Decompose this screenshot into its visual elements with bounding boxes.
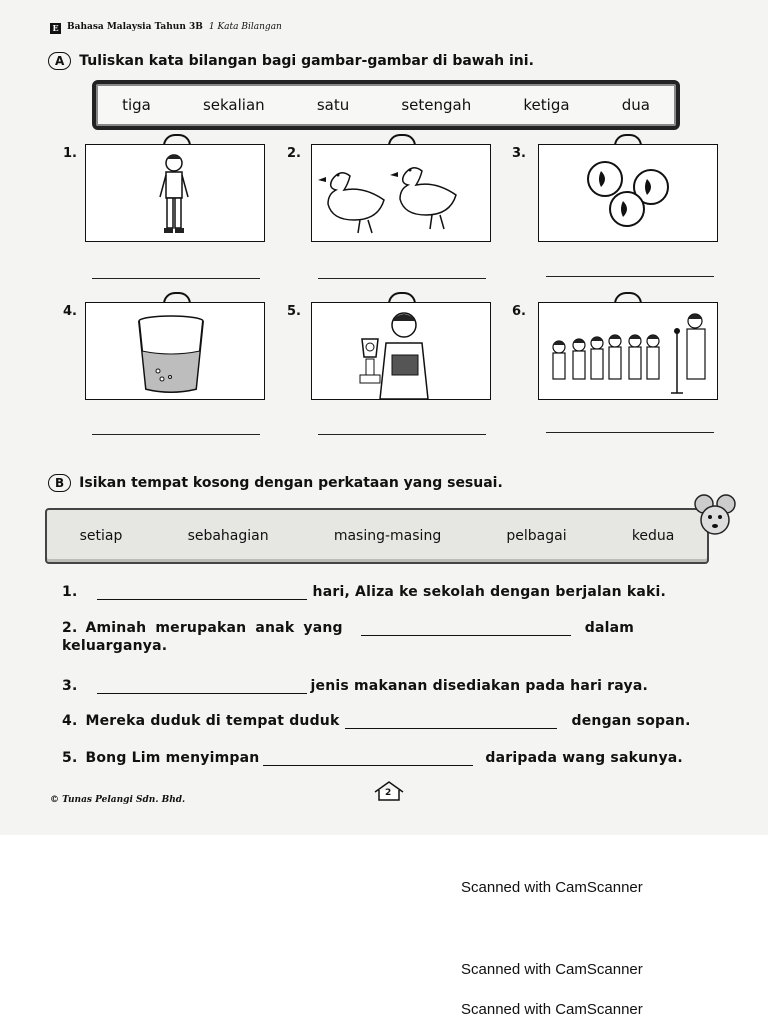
question-5 xyxy=(62,750,726,766)
question-text-after: dalam xyxy=(584,620,635,636)
answer-line[interactable] xyxy=(92,278,260,279)
mouse-icon xyxy=(690,494,738,544)
section-a-instruction: Tuliskan kata bilangan bagi gambar-gambar di bawah ini. xyxy=(79,53,534,69)
scan-watermark: Scanned with CamScanner xyxy=(461,961,643,978)
scan-watermark: Scanned with CamScanner xyxy=(461,1001,643,1018)
item-number: 6. xyxy=(512,304,526,319)
answer-line[interactable] xyxy=(318,278,486,279)
section-b-badge: B xyxy=(48,474,71,492)
question-number: 3. xyxy=(62,678,78,694)
answer-line[interactable] xyxy=(92,434,260,435)
section-a-badge: A xyxy=(48,52,71,70)
answer-blank[interactable] xyxy=(263,765,473,766)
word-bank-item: sebahagian xyxy=(187,528,269,544)
word-bank-item: kedua xyxy=(631,528,675,544)
section-b-heading xyxy=(48,472,503,492)
question-number: 4. xyxy=(62,713,78,729)
three-coins-icon xyxy=(539,145,717,241)
word-bank-item: masing-masing xyxy=(333,528,442,544)
question-text-before: Aminah merupakan anak yang xyxy=(85,620,343,636)
boy-holding-trophy-icon xyxy=(312,303,490,399)
question-text-after: hari, Aliza ke sekolah dengan berjalan kaki. xyxy=(312,584,667,600)
word-bank-item: setengah xyxy=(401,96,472,114)
picture-frame-6 xyxy=(538,302,718,400)
picture-frame-4 xyxy=(85,302,265,400)
question-text-after: dengan sopan. xyxy=(571,713,691,729)
answer-line[interactable] xyxy=(546,432,714,433)
children-at-assembly-icon xyxy=(539,303,717,399)
question-3 xyxy=(62,678,712,694)
word-bank-item: dua xyxy=(621,96,650,114)
answer-line[interactable] xyxy=(318,434,486,435)
item-number: 4. xyxy=(63,304,77,319)
question-text-after: daripada wang sakunya. xyxy=(485,750,683,766)
section-a-word-bank xyxy=(92,80,680,130)
answer-blank[interactable] xyxy=(345,728,557,729)
scan-watermark: Scanned with CamScanner xyxy=(461,879,643,896)
item-number: 5. xyxy=(287,304,301,319)
picture-frame-5 xyxy=(311,302,491,400)
picture-frame-3 xyxy=(538,144,718,242)
section-b-word-bank xyxy=(45,508,709,564)
section-a-heading xyxy=(48,50,534,70)
book-title: Bahasa Malaysia Tahun 3B xyxy=(67,22,203,32)
question-4 xyxy=(62,713,726,729)
question-text-after: jenis makanan disediakan pada hari raya. xyxy=(310,678,648,694)
word-bank-item: sekalian xyxy=(202,96,265,114)
picture-frame-2 xyxy=(311,144,491,242)
item-number: 3. xyxy=(512,146,526,161)
question-number: 5. xyxy=(62,750,78,766)
item-number: 2. xyxy=(287,146,301,161)
question-text-continuation: keluarganya. xyxy=(62,638,168,654)
publisher-logo: E xyxy=(50,23,61,34)
word-bank-item: satu xyxy=(316,96,350,114)
answer-blank[interactable] xyxy=(97,599,307,600)
word-bank-item: setiap xyxy=(79,528,123,544)
answer-blank[interactable] xyxy=(97,693,307,694)
question-number: 1. xyxy=(62,584,78,600)
section-b-instruction: Isikan tempat kosong dengan perkataan yang sesuai. xyxy=(79,475,503,491)
page-header xyxy=(50,22,282,34)
question-number: 2. xyxy=(62,620,78,636)
two-ducks-icon xyxy=(312,145,490,241)
half-glass-of-water-icon xyxy=(86,303,264,399)
item-number: 1. xyxy=(63,146,77,161)
picture-frame-1 xyxy=(85,144,265,242)
question-2 xyxy=(62,620,724,654)
publisher-credit: © Tunas Pelangi Sdn. Bhd. xyxy=(50,795,186,805)
chapter-title: 1 Kata Bilangan xyxy=(208,22,282,32)
word-bank-item: pelbagai xyxy=(506,528,567,544)
question-text-before: Mereka duduk di tempat duduk xyxy=(85,713,340,729)
answer-line[interactable] xyxy=(546,276,714,277)
question-1 xyxy=(62,584,702,600)
answer-blank[interactable] xyxy=(361,635,571,636)
word-bank-item: ketiga xyxy=(523,96,570,114)
word-bank-item: tiga xyxy=(122,96,151,114)
page-number: 2 xyxy=(385,788,392,798)
standing-boy-icon xyxy=(86,145,264,241)
question-text-before: Bong Lim menyimpan xyxy=(85,750,260,766)
